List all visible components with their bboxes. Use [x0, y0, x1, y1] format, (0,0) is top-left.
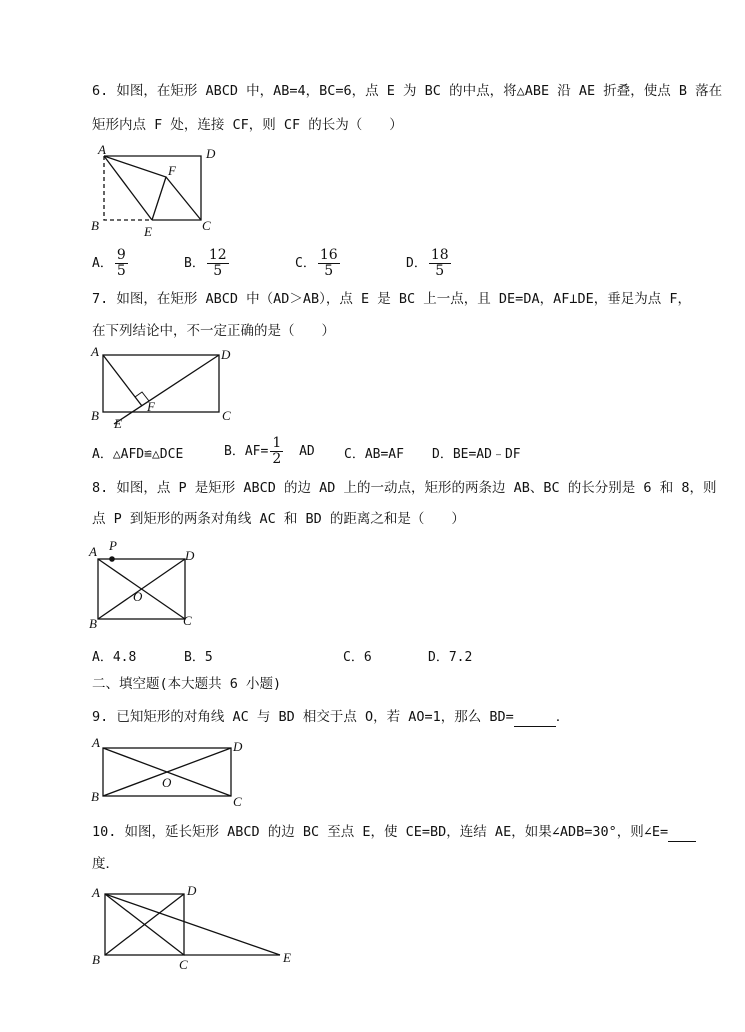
q7-option-b — [224, 436, 315, 467]
q9-label-d: D — [233, 739, 243, 754]
q8-figure — [86, 538, 216, 630]
q7-line2: 在下列结论中，不一定正确的是（ ） — [92, 323, 335, 339]
q6-option-a-fraction — [115, 248, 128, 279]
q9-text: 9. 已知矩形的对角线 AC 与 BD 相交于点 O，若 AO=1，那么 BD= — [92, 709, 514, 725]
q6-option-a — [92, 248, 128, 279]
q10-figure — [88, 880, 303, 972]
q7-label-a: A — [91, 344, 99, 359]
q6-option-b-num: 12 — [208, 247, 227, 263]
q8-option-b: B．5 — [184, 650, 213, 665]
q6-label-f: F — [168, 163, 176, 178]
q7-label-f: F — [147, 399, 155, 414]
q6-option-a-letter: A． — [92, 256, 113, 271]
q6-label-d: D — [206, 146, 216, 161]
q7-option-c: C．AB=AF — [344, 447, 404, 462]
q6-label-c: C — [202, 218, 211, 233]
q8-option-d: D．7.2 — [428, 650, 473, 665]
q6-label-b: B — [91, 218, 99, 233]
q7-label-c: C — [222, 408, 231, 423]
q10-label-e: E — [283, 950, 291, 965]
q6-option-b-den: 5 — [213, 263, 223, 279]
q7-option-b-den: 2 — [272, 451, 282, 467]
q9-label-o: O — [162, 775, 172, 790]
q6-figure — [90, 144, 230, 240]
q8-label-b: B — [89, 616, 97, 631]
q6-label-e: E — [144, 224, 152, 239]
q10-label-a: A — [92, 885, 100, 900]
q7-option-b-fraction — [270, 436, 283, 467]
q10-label-c: C — [179, 957, 188, 972]
q6-option-c-num: 16 — [319, 247, 338, 263]
q8-label-p: P — [109, 538, 117, 553]
q7-label-b: B — [91, 408, 99, 423]
q7-option-b-post: AD — [299, 444, 315, 459]
q10-label-b: B — [92, 952, 100, 967]
q6-line2: 矩形内点 F 处，连接 CF，则 CF 的长为（ ） — [92, 117, 403, 133]
q6-option-c-den: 5 — [324, 263, 334, 279]
q6-option-a-num: 9 — [116, 247, 126, 263]
q7-option-b-num: 1 — [272, 435, 282, 451]
q6-option-b — [184, 248, 229, 279]
q8-option-a: A．4.8 — [92, 650, 137, 665]
q8-line1: 8. 如图，点 P 是矩形 ABCD 的边 AD 上的一动点，矩形的两条边 AB、BC 的长分别是 6 和 8，则 — [92, 480, 717, 496]
q8-label-d: D — [185, 548, 195, 563]
q6-option-d-fraction — [429, 248, 451, 279]
q6-option-b-fraction — [207, 248, 229, 279]
q9-label-b: B — [91, 789, 99, 804]
q6-option-b-letter: B． — [184, 256, 205, 271]
q7-option-b-pre: B．AF= — [224, 444, 269, 459]
q8-label-c: C — [183, 613, 192, 628]
q10-label-d: D — [187, 883, 197, 898]
q7-label-e: E — [114, 416, 122, 431]
q6-line1: 6. 如图，在矩形 ABCD 中，AB=4，BC=6，点 E 为 BC 的中点，将△ABE 沿 AE 折叠，使点 B 落在 — [92, 83, 723, 99]
q7-label-d: D — [221, 347, 231, 362]
q9-tail: ． — [555, 709, 570, 725]
section-heading: 二、填空题(本大题共 6 小题) — [92, 676, 282, 692]
q7-figure — [88, 344, 248, 434]
q8-label-o: O — [133, 589, 143, 604]
q10-line2: 度． — [92, 856, 119, 872]
q6-label-a: A — [98, 142, 106, 157]
q7-line1: 7. 如图，在矩形 ABCD 中（AD＞AB），点 E 是 BC 上一点，且 DE=DA，AF⊥DE，垂足为点 F， — [92, 291, 691, 307]
q9-answer-blank[interactable] — [514, 708, 556, 727]
q6-option-a-den: 5 — [116, 263, 126, 279]
q8-option-c: C．6 — [343, 650, 372, 665]
q6-option-c — [295, 248, 340, 279]
q6-option-d-letter: D． — [406, 256, 427, 271]
q8-label-a: A — [89, 544, 97, 559]
q7-option-a: A．△AFD≌△DCE — [92, 447, 184, 462]
q9-line — [92, 708, 569, 727]
q6-option-c-fraction — [318, 248, 340, 279]
q9-label-a: A — [92, 735, 100, 750]
q6-option-d-num: 18 — [430, 247, 449, 263]
q9-figure — [88, 734, 248, 810]
q10-text: 10. 如图，延长矩形 ABCD 的边 BC 至点 E，使 CE=BD，连结 AE，如果∠ADB=30°，则∠E= — [92, 824, 669, 840]
q6-option-d-den: 5 — [435, 263, 445, 279]
q10-line1 — [92, 823, 696, 842]
q10-answer-blank[interactable] — [668, 823, 696, 842]
q7-option-d: D．BE=AD﹣DF — [432, 447, 521, 462]
q9-label-c: C — [233, 794, 242, 809]
q8-line2: 点 P 到矩形的两条对角线 AC 和 BD 的距离之和是（ ） — [92, 511, 465, 527]
q6-option-c-letter: C． — [295, 256, 316, 271]
q6-option-d — [406, 248, 451, 279]
